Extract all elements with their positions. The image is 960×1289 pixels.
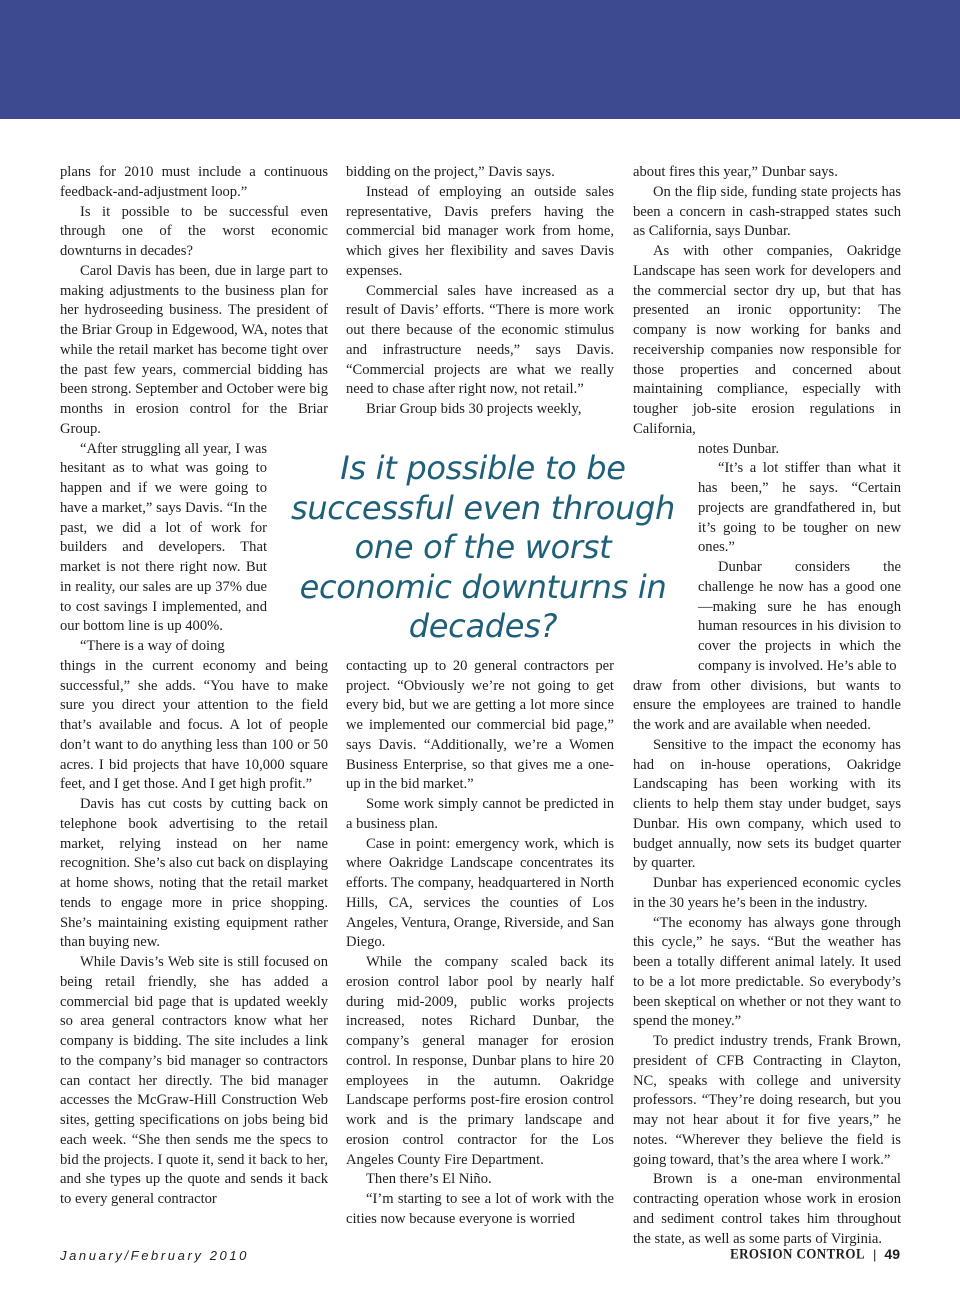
article-column-2 <box>346 163 614 1230</box>
paragraph: “There is a way of doing <box>80 638 225 654</box>
paragraph: As with other companies, Oakridge Landscape has seen work for developers and the commercial sector dry up, but that has presented an ironic opportunity: The company is now working for banks and receivership companies now responsible for those properties and concerned about maintaining compliance, especially with tougher job-site erosion regulations in California, <box>633 243 901 437</box>
paragraph: “It’s a lot stiffer than what it has been,” he says. “Certain projects are grandfathered in, but it’s going to be tougher on new ones.” <box>698 460 901 556</box>
paragraph: To predict industry trends, Frank Brown, president of CFB Contracting in Clayton, NC, speaks with college and university professors. “They’re doing research, but you may not hear about it for five years,” he notes. “Wherever they believe the field is going toward, that’s the area where I work.” <box>633 1033 901 1168</box>
page-number: 49 <box>884 1246 900 1262</box>
paragraph: Briar Group bids 30 projects weekly, <box>366 401 582 417</box>
paragraph: Carol Davis has been, due in large part to making adjustments to the business plan for her hydroseeding business. The president of the Briar Group in Edgewood, WA, notes that while the retail market has become tight over the past few years, commercial bidding has been strong. September and October were big months in erosion control for the Briar Group. <box>60 262 328 437</box>
paragraph: On the flip side, funding state projects has been a concern in cash-strapped states such as California, says Dunbar. <box>633 183 901 240</box>
paragraph: contacting up to 20 general contractors per project. “Obviously we’re not going to get every bid, but we are getting a lot more since we implemented our commercial bid page,” says Davis. “Additionally, we’re a Women Business Enterprise, so that gives me a one-up in the bid market.” <box>346 657 614 793</box>
paragraph: Is it possible to be successful even through one of the worst economic downturns in decades? <box>60 203 328 259</box>
issue-date: January/February 2010 <box>60 1248 250 1263</box>
paragraph: Commercial sales have increased as a result of Davis’ efforts. “There is more work out there because of the economic stimulus and infrastructure needs,” says Davis. “Commercial projects are what we really need to chase after right now, not retail.” <box>346 282 614 398</box>
article-column-3 <box>633 163 901 1249</box>
paragraph: bidding on the project,” Davis says. <box>346 164 555 180</box>
paragraph: Then there’s El Niño. <box>366 1171 492 1188</box>
folio-separator: | <box>873 1246 877 1262</box>
paragraph: Dunbar has experienced economic cycles in the 30 years he’s been in the industry. <box>633 875 901 911</box>
paragraph: Case in point: emergency work, which is where Oakridge Landscape concentrates its efforts. The company, headquartered in North Hills, CA, services the counties of Los Angeles, Ventura, Orange, Riverside, and San Diego. <box>346 835 614 951</box>
header-color-band <box>0 0 960 119</box>
paragraph: Dunbar considers the challenge he now has a good one—making sure he has enough human resources in his division to cover the projects in which the company is involved. He’s able to <box>698 559 901 674</box>
paragraph: Brown is a one-man environmental contracting operation whose work in erosion and sediment control takes him throughout the state, as well as some parts of Virginia. <box>633 1171 901 1247</box>
folio <box>730 1246 900 1262</box>
paragraph: Sensitive to the impact the economy has had on in-house operations, Oakridge Landscaping has been working with its clients to help them stay under budget, says Dunbar. His own company, which used to budget annually, now sets its budget quarter by quarter. <box>633 736 901 872</box>
paragraph: draw from other divisions, but wants to ensure the employees are trained to handle the work and are available when needed. <box>633 677 901 733</box>
paragraph: While the company scaled back its erosion control labor pool by nearly half during mid-2009, public works projects increased, notes Richard Dunbar, the company’s general manager for erosion control. In response, Dunbar plans to hire 20 employees in the autumn. Oakridge Landscape performs post-fire erosion control work and is the primary landscape and erosion control contractor for the Los Angeles County Fire Department. <box>346 954 614 1168</box>
article-column-1 <box>60 163 328 1210</box>
magazine-name: EROSION CONTROL <box>730 1244 866 1263</box>
paragraph: “The economy has always gone through this cycle,” he says. “But the weather has been a totally different animal lately. It used to be a lot more predictable. So everybody’s been skeptical on whether or not they want to spend the money.” <box>633 914 901 1030</box>
paragraph: While Davis’s Web site is still focused on being retail friendly, she has added a commercial bid page that is updated weekly so area general contractors know what her company is bidding. The site includes a link to the company’s bid manager so contractors can contact her directly. The bid manager accesses the McGraw-Hill Construction Web sites, getting specifications on jobs being bid each week. “She then sends me the specs to bid the projects. I quote it, send it back to her, and she types up the quote and sends it back to every general contractor <box>60 954 328 1207</box>
paragraph: Some work simply cannot be predicted in a business plan. <box>346 796 614 832</box>
paragraph: notes Dunbar. <box>698 440 780 457</box>
paragraph: Davis has cut costs by cutting back on telephone book advertising to the retail market, relying instead on her name recognition. She’s also cut back on displaying at home shows, noting that the retail market tends to engage more in price shopping. She’s maintaining existing equipment rather than buying new. <box>60 796 328 951</box>
paragraph: things in the current economy and being successful,” she adds. “You have to make sure you direct your attention to the field that’s available and focus. A lot of people don’t want to do anything less than 100 or 50 acres. I bid projects that have 10,000 square feet, and I get those. And I get high profit.” <box>60 657 328 793</box>
paragraph: Instead of employing an outside sales representative, Davis prefers having the commercial bid manager work from home, which gives her flexibility and saves Davis expenses. <box>346 183 614 279</box>
pull-quote: Is it possible to be successful even through one of the worst economic downturns in decades? <box>290 449 676 645</box>
paragraph: “I’m starting to see a lot of work with the cities now because everyone is worried <box>346 1191 614 1227</box>
paragraph: plans for 2010 must include a continuous feedback-and-adjustment loop.” <box>60 164 328 200</box>
paragraph: “After struggling all year, I was hesitant as to what was going to happen and if we were going to have a market,” says Davis. “In the past, we did a lot of work for builders and developers. That market is not there right now. But in reality, our sales are up 37% due to cost savings I implemented, and our bottom line is up 400%. <box>60 440 267 635</box>
paragraph: about fires this year,” Dunbar says. <box>633 164 838 180</box>
